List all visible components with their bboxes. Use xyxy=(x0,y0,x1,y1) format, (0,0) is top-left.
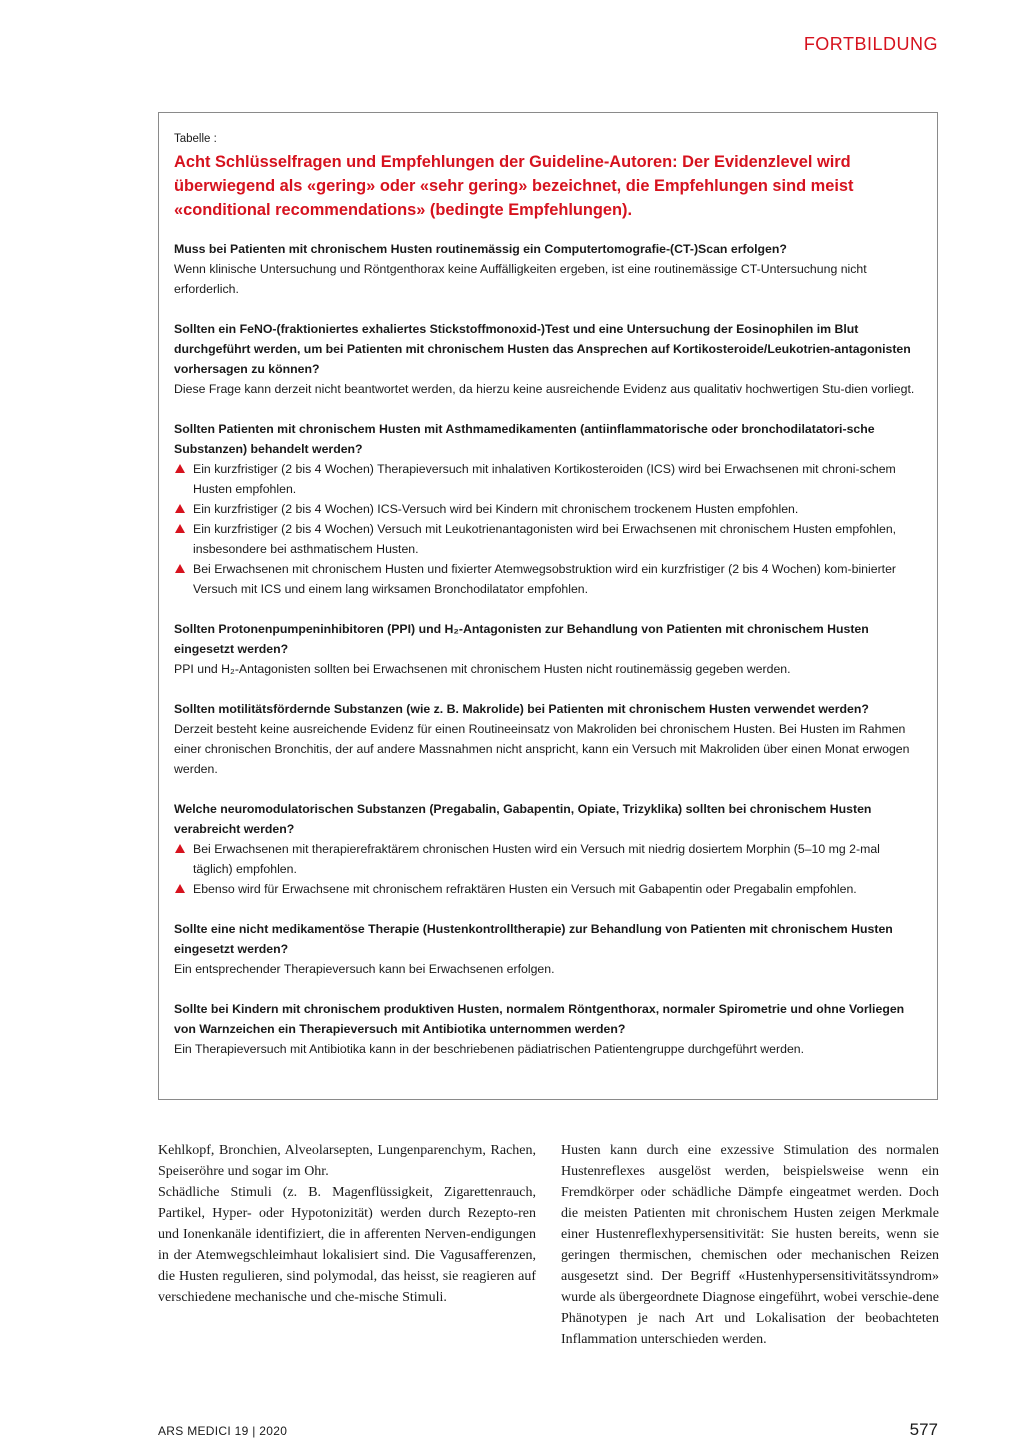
table-label: Tabelle : xyxy=(174,133,217,145)
answer: Diese Frage kann derzeit nicht beantwortet werden, da hierzu keine ausreichende Evidenz aus qualitativ hochwertigen Stu-dien vorliegt. xyxy=(174,382,915,396)
qa-item xyxy=(174,919,922,979)
paragraph: Schädliche Stimuli (z. B. Magenflüssigkeit, Zigarettenrauch, Partikel, Hyper- oder Hypotonizität) werden durch Rezepto-ren und Ionenkanäle identifiziert, die in afferenten Nerven-endigungen in der Atemwegschleimhaut lokalisiert sind. Die Vagusafferenzen, die Husten regulieren, sind polymodal, das heisst, sie reagieren auf verschiedene mechanische und che-mische Stimuli. xyxy=(158,1185,536,1305)
answer: Wenn klinische Untersuchung und Röntgenthorax keine Auffälligkeiten ergeben, ist eine routinemässige CT-Untersuchung nicht erforderlich. xyxy=(174,262,867,296)
body-column-left xyxy=(158,1140,536,1308)
triangle-bullet-icon xyxy=(175,524,185,533)
qa-item xyxy=(174,799,922,899)
list-item: Ein kurzfristiger (2 bis 4 Wochen) ICS-Versuch wird bei Kindern mit chronischem trockenem Husten empfohlen. xyxy=(174,499,922,519)
guideline-table xyxy=(158,112,938,1100)
list-item: Ein kurzfristiger (2 bis 4 Wochen) Therapieversuch mit inhalativen Kortikosteroiden (ICS) wird bei Erwachsenen mit chroni-schem Husten empfohlen. xyxy=(174,459,922,499)
list-item: Bei Erwachsenen mit therapierefraktärem chronischen Husten wird ein Versuch mit niedrig dosiertem Morphin (5–10 mg 2-mal täglich) empfohlen. xyxy=(174,839,922,879)
question: Welche neuromodulatorischen Substanzen (Pregabalin, Gabapentin, Opiate, Trizyklika) sollten bei chronischem Husten verabreicht werden? xyxy=(174,802,872,836)
triangle-bullet-icon xyxy=(175,564,185,573)
question: Sollten ein FeNO-(fraktioniertes exhaliertes Stickstoffmonoxid-)Test und eine Untersuchung der Eosinophilen im Blut durchgeführt werden, um bei Patienten mit chronischem Husten das Ansprechen auf Kortikosteroide/Leukotrien-antagonisten vorhersagen zu können? xyxy=(174,322,911,376)
question: Muss bei Patienten mit chronischem Husten routinemässig ein Computertomografie-(CT-)Scan erfolgen? xyxy=(174,242,787,256)
triangle-bullet-icon xyxy=(175,464,185,473)
triangle-bullet-icon xyxy=(175,884,185,893)
recommendation-list xyxy=(174,839,922,899)
paragraph: Husten kann durch eine exzessive Stimulation des normalen Hustenreflexes ausgelöst werden, beispielsweise wenn ein Fremdkörper oder schädliche Dämpfe eingeatmet werden. Doch die meisten Patienten mit chronischem Husten zeigen Merkmale einer Hustenreflexhypersensitivität: Sie husten bereits, wenn sie geringen thermischen, chemischen oder mechanischen Reizen ausgesetzt sind. Der Begriff «Hustenhypersensitivitätssyndrom» wurde als übergeordnete Diagnose eingeführt, wobei verschie-dene Phänotypen je nach Art und Lokalisation der beobachteten Inflammation unterschieden werden. xyxy=(561,1143,939,1347)
page-number: 577 xyxy=(909,1420,938,1439)
paragraph: Kehlkopf, Bronchien, Alveolarsepten, Lungenparenchym, Rachen, Speiseröhre und sogar im Ohr. xyxy=(158,1143,536,1179)
answer: Ein Therapieversuch mit Antibiotika kann in der beschriebenen pädiatrischen Patientengruppe durchgeführt werden. xyxy=(174,1042,805,1056)
qa-item xyxy=(174,619,922,679)
question: Sollte eine nicht medikamentöse Therapie (Hustenkontrolltherapie) zur Behandlung von Patienten mit chronischem Husten eingesetzt werden? xyxy=(174,922,893,956)
answer: Ein entsprechender Therapieversuch kann bei Erwachsenen erfolgen. xyxy=(174,962,555,976)
answer: Derzeit besteht keine ausreichende Evidenz für einen Routineeinsatz von Makroliden bei chronischem Husten. Bei Husten im Rahmen einer chronischen Bronchitis, der auf andere Massnahmen nicht anspricht, kann ein Versuch mit Makroliden über einen Monat erwogen werden. xyxy=(174,722,910,776)
journal-footer: ARS MEDICI 19 | 2020 xyxy=(158,1424,288,1438)
triangle-bullet-icon xyxy=(175,844,185,853)
recommendation-list xyxy=(174,459,922,599)
body-column-right xyxy=(561,1140,939,1350)
qa-item xyxy=(174,699,922,779)
qa-item xyxy=(174,999,922,1059)
triangle-bullet-icon xyxy=(175,504,185,513)
qa-item xyxy=(174,239,922,299)
section-label: FORTBILDUNG xyxy=(803,34,938,54)
list-item: Ein kurzfristiger (2 bis 4 Wochen) Versuch mit Leukotrienantagonisten wird bei Erwachsenen mit chronischem Husten empfohlen, insbesondere bei asthmatischem Husten. xyxy=(174,519,922,559)
question: Sollte bei Kindern mit chronischem produktiven Husten, normalem Röntgenthorax, normaler Spirometrie und ohne Vorliegen von Warnzeichen ein Therapieversuch mit Antibiotika unternommen werden? xyxy=(174,1002,905,1036)
list-item: Ebenso wird für Erwachsene mit chronischem refraktären Husten ein Versuch mit Gabapentin oder Pregabalin empfohlen. xyxy=(174,879,922,899)
qa-item xyxy=(174,319,922,399)
list-item: Bei Erwachsenen mit chronischem Husten und fixierter Atemwegsobstruktion wird ein kurzfristiger (2 bis 4 Wochen) kom-binierter Versuch mit ICS und einem lang wirksamen Bronchodilatator empfohlen. xyxy=(174,559,922,599)
question: Sollten motilitätsfördernde Substanzen (wie z. B. Makrolide) bei Patienten mit chronischem Husten verwendet werden? xyxy=(174,702,869,716)
table-title: Acht Schlüsselfragen und Empfehlungen der Guideline-Autoren: Der Evidenzlevel wird überwiegend als «gering» oder «sehr gering» bezeichnet, die Empfehlungen sind meist «conditional recommendations» (bedingte Empfehlungen). xyxy=(174,153,854,219)
question: Sollten Protonenpumpeninhibitoren (PPI) und H₂-Antagonisten zur Behandlung von Patienten mit chronischem Husten eingesetzt werden? xyxy=(174,622,869,656)
qa-item xyxy=(174,419,922,599)
question: Sollten Patienten mit chronischem Husten mit Asthmamedikamenten (antiinflammatorische oder bronchodilatatori-sche Substanzen) behandelt werden? xyxy=(174,422,875,456)
answer: PPI und H₂-Antagonisten sollten bei Erwachsenen mit chronischem Husten nicht routinemässig gegeben werden. xyxy=(174,662,791,676)
